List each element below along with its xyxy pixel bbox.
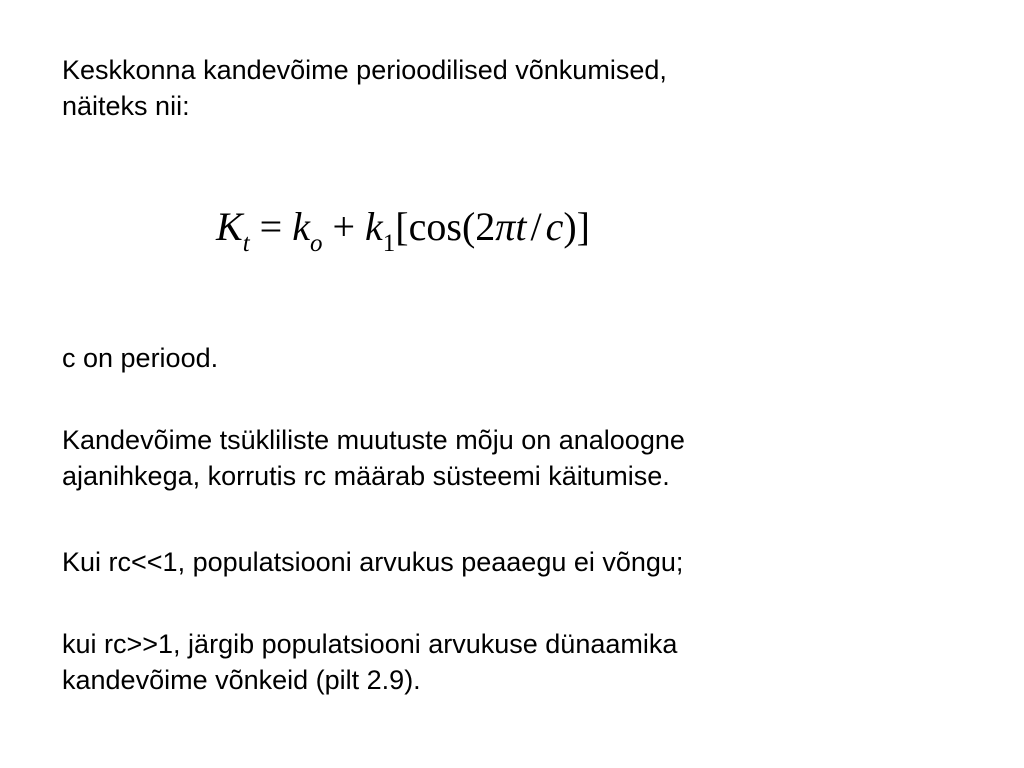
formula-k1-subscript: 1 [382,230,396,257]
formula-k1-variable: k [365,204,383,249]
effect-line-1: Kandevõime tsükliliste muutuste mõju on analoogne [62,425,685,455]
formula-k0-subscript: o [309,230,323,257]
case-small-paragraph [62,544,683,580]
case-large-line-2: kandevõime võnkeid (pilt 2.9). [62,665,421,695]
formula-lhs-variable: K [216,204,243,249]
case-large-line-1: kui rc>>1, järgib populatsiooni arvukuse dünaamika [62,629,678,659]
formula-lhs-subscript: t [242,230,250,257]
formula-cos-close: )] [563,204,590,249]
intro-line-2: näiteks nii: [62,91,190,121]
formula-cos-open: [cos(2 [395,204,496,249]
formula-c: c [545,204,564,249]
case-large-paragraph [62,626,677,698]
formula-slash: / [530,204,542,249]
intro-paragraph [62,52,667,124]
formula-equals: = [259,204,283,249]
period-note-text: c on periood. [62,343,219,373]
effect-line-2: ajanihkega, korrutis rc määrab süsteemi käitumise. [62,461,670,491]
formula-t: t [515,204,527,249]
formula-k0-variable: k [292,204,310,249]
formula-plus: + [332,204,356,249]
effect-paragraph [62,422,685,494]
carrying-capacity-formula [216,203,590,257]
case-small-text: Kui rc<<1, populatsiooni arvukus peaaegu ei võngu; [62,547,684,577]
period-note [62,340,218,376]
intro-line-1: Keskkonna kandevõime perioodilised võnkumised, [62,55,667,85]
formula-pi: π [495,204,516,249]
